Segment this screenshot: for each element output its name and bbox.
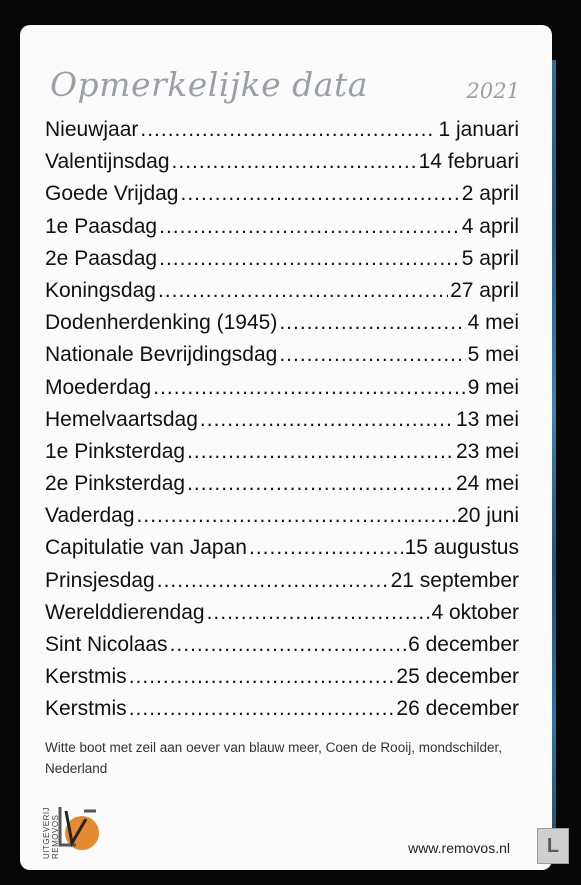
dot-leader [157,569,389,593]
list-item [45,697,519,729]
holiday-date: 13 mei [455,407,519,431]
dot-leader [187,472,454,496]
holiday-name: Vaderdag [45,504,135,528]
painting-caption: Witte boot met zeil aan oever van blauw meer, Coen de Rooij, mondschilder, Nederland [45,740,502,776]
holiday-name: 1e Pinksterdag [45,439,186,463]
holiday-name: Sint Nicolaas [45,633,168,656]
holiday-date: 2 april [461,182,519,206]
list-item [45,408,519,440]
list-item [45,247,519,279]
dot-leader [158,279,448,303]
holiday-date: 15 augustus [404,536,519,560]
holiday-name: Kerstmis [45,665,127,689]
holiday-date: 25 december [396,665,519,689]
list-item [45,311,519,343]
website-link[interactable]: www.removos.nl [408,840,510,856]
holiday-name: Hemelvaartsdag [45,407,198,431]
dot-leader [159,215,460,239]
list-item [45,376,519,408]
holiday-date: 26 december [396,697,519,721]
dot-leader [249,536,403,560]
holiday-date: 14 februari [418,150,519,174]
holiday-name: 2e Pinksterdag [45,472,186,496]
logo-text: UITGEVERIJ REMOVOS [42,806,60,859]
holiday-date: 4 mei [467,311,519,335]
holiday-name: Moederdag [45,375,152,399]
holiday-date: 23 mei [455,439,519,463]
list-item [45,601,519,633]
holiday-date: 4 april [461,214,519,238]
holiday-name: Nieuwjaar [45,118,139,141]
list-item [45,182,519,214]
holiday-name: 2e Paasdag [45,246,158,270]
card-title: Opmerkelijke data [50,65,368,104]
list-item [45,504,519,536]
corner-mark: L [537,828,569,864]
holiday-date: 21 september [390,568,519,592]
list-item [45,150,519,182]
dot-leader [279,311,465,335]
dot-leader [200,408,454,432]
removos-logo [42,795,102,865]
removos-logo-icon [56,797,102,857]
list-item [45,536,519,568]
list-item [45,665,519,697]
holiday-name: Kerstmis [45,697,127,721]
holiday-date: 9 mei [467,375,519,399]
holiday-name: Capitulatie van Japan [45,536,247,560]
list-item [45,472,519,504]
holiday-date: 24 mei [455,472,519,496]
calendar-card [20,25,552,870]
list-item [45,440,519,472]
list-item [45,118,519,150]
holiday-date: 6 december [408,633,519,656]
holiday-name: Prinsjesdag [45,568,155,592]
list-item [45,215,519,247]
dot-leader [129,665,395,689]
holiday-name: Dodenherdenking (1945) [45,311,278,335]
holiday-name: 1e Paasdag [45,214,158,238]
holiday-date: 1 januari [438,118,519,141]
dot-leader [279,343,465,367]
holiday-date: 5 april [461,246,519,270]
holiday-list [45,118,519,730]
card-year: 2021 [466,79,520,103]
dot-leader [137,504,456,528]
holiday-date: 27 april [450,278,519,302]
dot-leader [187,440,454,464]
holiday-date: 4 oktober [431,600,519,624]
dot-leader [140,118,436,142]
holiday-date: 5 mei [467,343,519,367]
dot-leader [207,601,430,625]
list-item [45,279,519,311]
dot-leader [180,182,459,206]
list-item [45,633,519,665]
list-item [45,569,519,601]
dot-leader [159,247,460,271]
dot-leader [153,376,465,400]
dot-leader [129,697,395,721]
holiday-name: Nationale Bevrijdingsdag [45,343,278,367]
holiday-name: Werelddierendag [45,600,205,624]
dot-leader [172,150,417,174]
holiday-date: 20 juni [457,504,519,528]
list-item [45,343,519,375]
holiday-name: Goede Vrijdag [45,182,179,206]
dot-leader [170,633,407,657]
holiday-name: Valentijnsdag [45,150,170,174]
holiday-name: Koningsdag [45,278,156,302]
